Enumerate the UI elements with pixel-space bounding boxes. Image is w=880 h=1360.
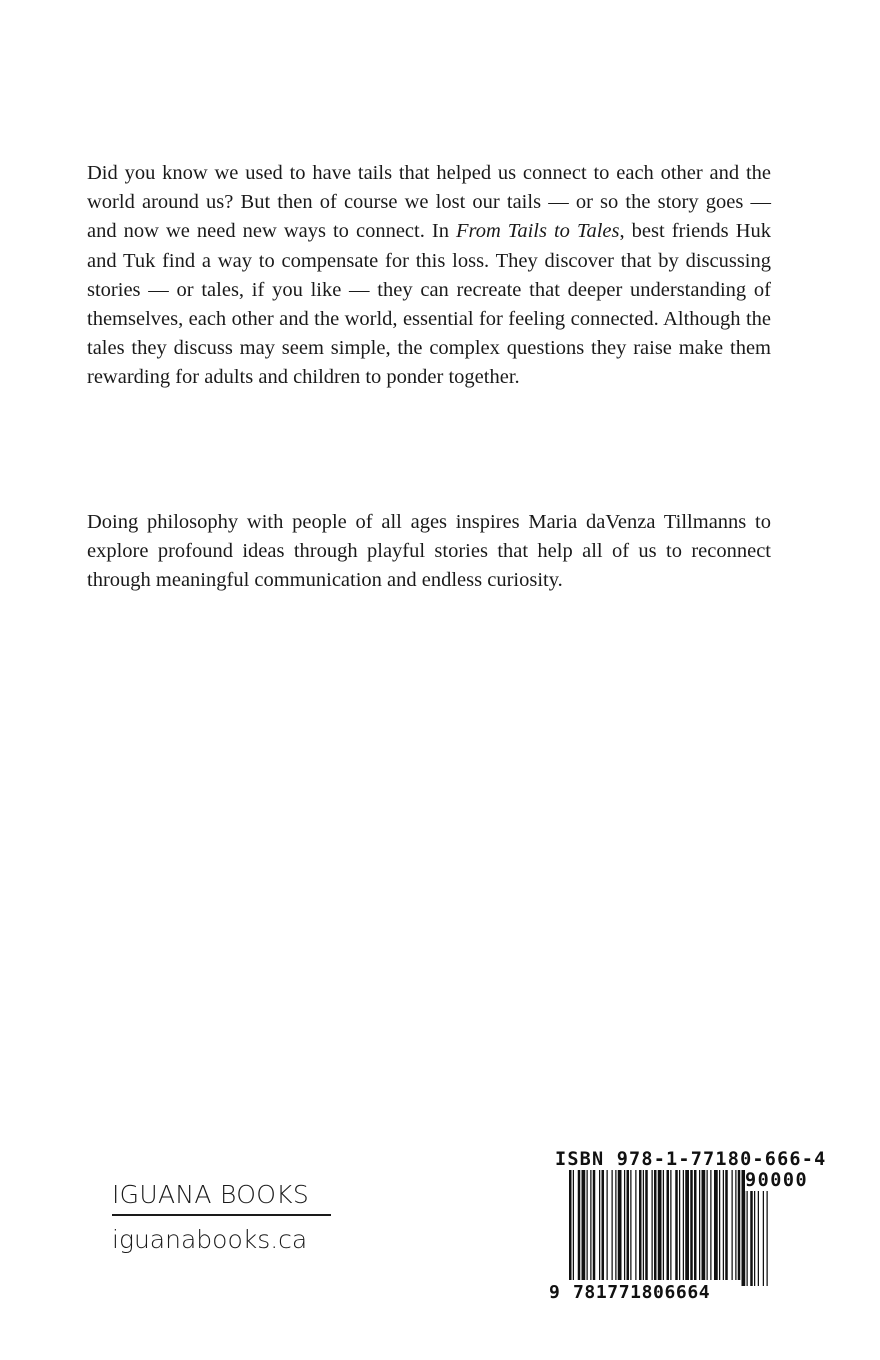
barcode-bar: [652, 1170, 653, 1280]
barcode-bar: [618, 1170, 622, 1280]
barcode-bar: [683, 1170, 684, 1280]
barcode-bar: [593, 1170, 596, 1280]
barcode-bar: [615, 1170, 616, 1280]
barcode-bar: [630, 1170, 631, 1280]
barcode-bar: [707, 1170, 708, 1280]
barcode-bar: [639, 1170, 642, 1280]
ean-first-digit: 9: [549, 1282, 560, 1303]
barcode-bar: [612, 1170, 613, 1280]
barcode-bar: [569, 1170, 572, 1280]
barcode-bar: [645, 1170, 648, 1280]
barcode-bar: [690, 1170, 693, 1280]
barcode-bar: [714, 1170, 718, 1280]
ean-digits: 781771806664: [573, 1282, 711, 1303]
publisher-block: [112, 1180, 331, 1254]
author-bio: Doing philosophy with people of all ages inspires Maria daVenza Tillmanns to explore profound ideas through playful stories that help all of us to reconnect through meaningful communication and endless curiosity.: [87, 511, 771, 592]
barcode-bar: [573, 1170, 574, 1280]
blurb-text-1: Did you know we used to have tails that helped us connect to each other and the world around us? But then of course we lost our tails — or so the story goes — and now we need new ways to connect. In: [87, 162, 771, 243]
blurb-text-2: , best friends Huk and Tuk find a way to compensate for this loss. They discover that by discussing stories — or tales, if you like — they can recreate that deeper understanding of themselves, each other and the world, essential for feeling connected. Although the tales they discuss may seem simple, the complex questions they raise make them rewarding for adults and children to ponder together.: [87, 220, 771, 389]
barcode-bar: [699, 1170, 700, 1280]
barcode-bar: [654, 1170, 657, 1280]
publisher-name: IGUANA BOOKS: [112, 1180, 331, 1216]
barcode-bar: [667, 1170, 670, 1280]
barcode-bar: [578, 1170, 581, 1280]
barcode-bar: [658, 1170, 662, 1280]
barcode-bar: [635, 1170, 636, 1280]
barcode-bar: [582, 1170, 586, 1280]
back-cover-blurb: [87, 159, 771, 393]
barcode-bar: [599, 1170, 600, 1280]
barcode-bar: [602, 1170, 605, 1280]
barcode-bar: [710, 1170, 711, 1280]
barcode-bar: [719, 1170, 720, 1280]
price-code: 90000: [745, 1170, 809, 1191]
barcode-bar: [643, 1170, 644, 1280]
barcode-bar: [663, 1170, 664, 1280]
barcode-bar: [624, 1170, 625, 1280]
publisher-url: iguanabooks.ca: [112, 1225, 308, 1254]
barcode-bar: [670, 1170, 671, 1280]
book-title-italic: From Tails to Tales: [455, 220, 620, 243]
barcode-bar: [694, 1170, 697, 1280]
barcode-bar: [738, 1170, 741, 1280]
barcode-bar: [587, 1170, 588, 1280]
barcode-bar: [590, 1170, 591, 1280]
isbn-label: ISBN 978-1-77180-666-4: [555, 1149, 827, 1170]
barcode-bar: [702, 1170, 706, 1280]
barcode-bar: [725, 1170, 728, 1280]
barcode-bar: [685, 1170, 689, 1280]
barcode-bar: [627, 1170, 630, 1280]
barcode-bar: [607, 1170, 608, 1280]
barcode-bar: [679, 1170, 680, 1280]
barcode-bar: [732, 1170, 733, 1280]
barcode-bar: [675, 1170, 678, 1280]
barcode-bar: [735, 1170, 736, 1280]
barcode-bar: [723, 1170, 724, 1280]
